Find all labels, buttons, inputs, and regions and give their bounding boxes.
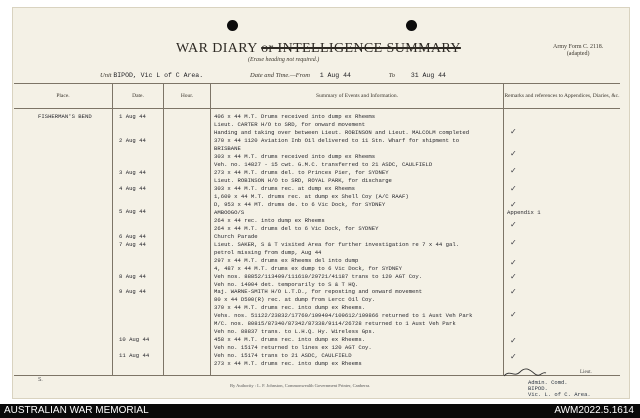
diary-entry-line: Handing and taking over between Lieut. ROBINSON and Lieut. MALCOLM completed bbox=[214, 129, 470, 136]
signature-rank: Lieut. bbox=[580, 370, 592, 375]
diary-entry-line: 370 x 44 1120 Aviation Inb Oil delivered to 11 Stn. Wharf for shipment to bbox=[214, 137, 460, 144]
date-cell: 3 Aug 44 bbox=[119, 169, 146, 176]
date-cell: 9 Aug 44 bbox=[119, 288, 146, 295]
unit-value: BIPOD, Vic L of C Area. bbox=[113, 72, 204, 79]
date-cell: 10 Aug 44 bbox=[119, 336, 150, 343]
date-cell: 7 Aug 44 bbox=[119, 241, 146, 248]
date-range-line bbox=[250, 72, 446, 79]
diary-entry-line: 4, 487 x 44 M.T. drums ex dump to 6 Vic Dock, for SYDNEY bbox=[214, 265, 402, 272]
diary-entry-line: 303 x 44 M.T. drums rec. at dump ex Rheems bbox=[214, 185, 355, 192]
diary-entry-line: Lieut. SAKER, S & T visited Area for further investigation re 7 x 44 gal. bbox=[214, 241, 460, 248]
column-header-summary: Summary of Events and Information. bbox=[315, 92, 399, 99]
initials-mark-icon: ✓ bbox=[510, 287, 517, 296]
archive-caption-bar bbox=[0, 404, 640, 418]
diary-entry-line: 297 x 44 M.T. drums ex Rheems del into dump bbox=[214, 257, 359, 264]
initials-mark-icon: ✓ bbox=[510, 352, 517, 361]
form-ref-line: Army Form C. 2118. bbox=[553, 44, 604, 50]
header-rule bbox=[14, 108, 620, 109]
initials-mark-icon: ✓ bbox=[510, 310, 517, 319]
initials-mark-icon: ✓ bbox=[510, 200, 517, 209]
place-entry: FISHERMAN'S BEND bbox=[38, 113, 92, 120]
date-cell: 8 Aug 44 bbox=[119, 273, 146, 280]
date-cell: 6 Aug 44 bbox=[119, 233, 146, 240]
column-divider bbox=[112, 83, 113, 375]
diary-entry-line: Veh. no. 14827 - 15 cwt. G.M.C. transferred to 21 ASDC, CAULFIELD bbox=[214, 161, 433, 168]
to-value: 31 Aug 44 bbox=[410, 72, 446, 79]
signature-image bbox=[502, 368, 547, 378]
form-reference bbox=[553, 44, 603, 58]
archive-name: AUSTRALIAN WAR MEMORIAL bbox=[4, 405, 149, 416]
datetime-label: Date and Time.—From bbox=[250, 72, 310, 79]
diary-entry-line: Church Parade bbox=[214, 233, 258, 240]
column-divider bbox=[163, 83, 164, 375]
column-header-place: Place. bbox=[56, 92, 70, 99]
column-divider bbox=[210, 83, 211, 375]
diary-entry-line: Vehs. nos. 51122/23832/17760/109404/109612/109866 returned to 1 Aust Veh Park bbox=[214, 312, 473, 319]
page-title bbox=[176, 41, 461, 57]
initials-mark-icon: ✓ bbox=[510, 149, 517, 158]
diary-entry-line: Veh no. 15174 returned to lines ex 120 AGT Coy. bbox=[214, 344, 372, 351]
diary-entry-line: Maj. WARNE-SMITH H/O L.T.D., for reposting and onward movement bbox=[214, 288, 423, 295]
diary-entry-line: 458 x 44 M.T. drums rec. into dump ex Rheems. bbox=[214, 336, 366, 343]
stamp-line: Admin. Comd. bbox=[528, 379, 568, 386]
appendix-reference: Appendix 1 bbox=[507, 209, 541, 216]
initials-mark-icon: ✓ bbox=[510, 184, 517, 193]
column-divider bbox=[503, 83, 504, 375]
title-note: (Erase heading not required.) bbox=[248, 57, 320, 63]
column-header-hour: Hour. bbox=[180, 92, 194, 99]
diary-entry-line: 264 x 44 M.T. drums del to 6 Vic Dock, for SYDNEY bbox=[214, 225, 379, 232]
diary-entry-line: 273 x 44 M.T. drums rec. into dump ex Rheems bbox=[214, 360, 362, 367]
diary-entry-line: Lieut. CARTER H/O to SRD, for onward movement bbox=[214, 121, 366, 128]
diary-entry-line: Veh no. 15174 trans to 21 ASDC, CAULFIELD bbox=[214, 352, 352, 359]
diary-entry-line: 1,609 x 44 M.T. drums rec. at dump ex Shell Coy (A/C RAAF) bbox=[214, 193, 409, 200]
date-cell: 5 Aug 44 bbox=[119, 208, 146, 215]
punch-hole bbox=[227, 20, 238, 31]
initials-mark-icon: ✓ bbox=[510, 336, 517, 345]
title-prefix: WAR DIARY bbox=[176, 41, 258, 56]
page-marker: S. bbox=[38, 377, 43, 383]
date-cell: 1 Aug 44 bbox=[119, 113, 146, 120]
from-value: 1 Aug 44 bbox=[319, 72, 351, 79]
unit-label: Unit bbox=[100, 72, 112, 79]
diary-entry-line: 370 x 44 M.T. drums rec. into dump ex Rheems. bbox=[214, 304, 366, 311]
initials-mark-icon: ✓ bbox=[510, 127, 517, 136]
punch-hole bbox=[406, 20, 417, 31]
initials-mark-icon: ✓ bbox=[510, 238, 517, 247]
diary-entry-line: D, 953 x 44 MT. drums de. to 6 Vic Dock, for SYDNEY bbox=[214, 201, 386, 208]
date-cell: 11 Aug 44 bbox=[119, 352, 150, 359]
date-cell: 4 Aug 44 bbox=[119, 185, 146, 192]
diary-entry-line: Lieut. ROBINSON H/O to SRD, ROYAL PARK, for discharge bbox=[214, 177, 392, 184]
diary-entry-line: Veh no. 14004 det. temporarily to S & T HQ. bbox=[214, 281, 359, 288]
initials-mark-icon: ✓ bbox=[510, 166, 517, 175]
diary-entry-line: 80 x 44 D500(R) rec. at dump from Lercc Oil Coy. bbox=[214, 296, 376, 303]
to-label: To bbox=[388, 72, 396, 79]
diary-entry-line: 273 x 44 M.T. drums del. to Princes Pier, for SYDNEY bbox=[214, 169, 389, 176]
column-header-remarks: Remarks and references to Appendices, Diaries, &c. bbox=[504, 92, 620, 99]
diary-entry-line: M/C. nos. 80815/87340/87342/87338/9114/26728 returned to 1 Aust Veh Park bbox=[214, 320, 456, 327]
diary-entry-line: BRISBANE bbox=[214, 145, 241, 152]
stamp-line: BIPOD. bbox=[528, 385, 548, 392]
archive-reference: AWM2022.5.1614 bbox=[554, 405, 634, 416]
date-cell: 2 Aug 44 bbox=[119, 137, 146, 144]
diary-entry-line: petrol missing from dump, Aug 44 bbox=[214, 249, 322, 256]
stamp-line: Vic. L. of C. Area. bbox=[528, 391, 591, 398]
diary-entry-line: AMBOOGO/S bbox=[214, 209, 245, 216]
initials-mark-icon: ✓ bbox=[510, 272, 517, 281]
initials-mark-icon: ✓ bbox=[510, 220, 517, 229]
unit-stamp bbox=[528, 380, 591, 398]
table-top-rule bbox=[14, 83, 620, 84]
unit-line bbox=[100, 72, 203, 79]
diary-entry-line: Veh no. 88837 trans. to L.H.Q. Hy. Wireless Gps. bbox=[214, 328, 376, 335]
diary-entry-line: 406 x 44 M.T. Drums received into dump ex Rheems bbox=[214, 113, 376, 120]
printer-imprint: By Authority : L. F. Johnston, Commonwealth Government Printer, Canberra. bbox=[230, 383, 371, 388]
diary-entry-line: 264 x 44 rec. into dump ex Rheems bbox=[214, 217, 325, 224]
form-ref-line: (adapted) bbox=[566, 51, 590, 57]
diary-entry-line: 303 x 44 M.T. drums received into dump ex Rheems bbox=[214, 153, 376, 160]
column-header-date: Date. bbox=[132, 92, 144, 99]
title-struck: or INTELLIGENCE SUMMARY bbox=[261, 41, 461, 56]
diary-entry-line: Veh nos. 88852/113409/111610/29721/41187 trans to 120 AGT Coy. bbox=[214, 273, 423, 280]
initials-mark-icon: ✓ bbox=[510, 258, 517, 267]
